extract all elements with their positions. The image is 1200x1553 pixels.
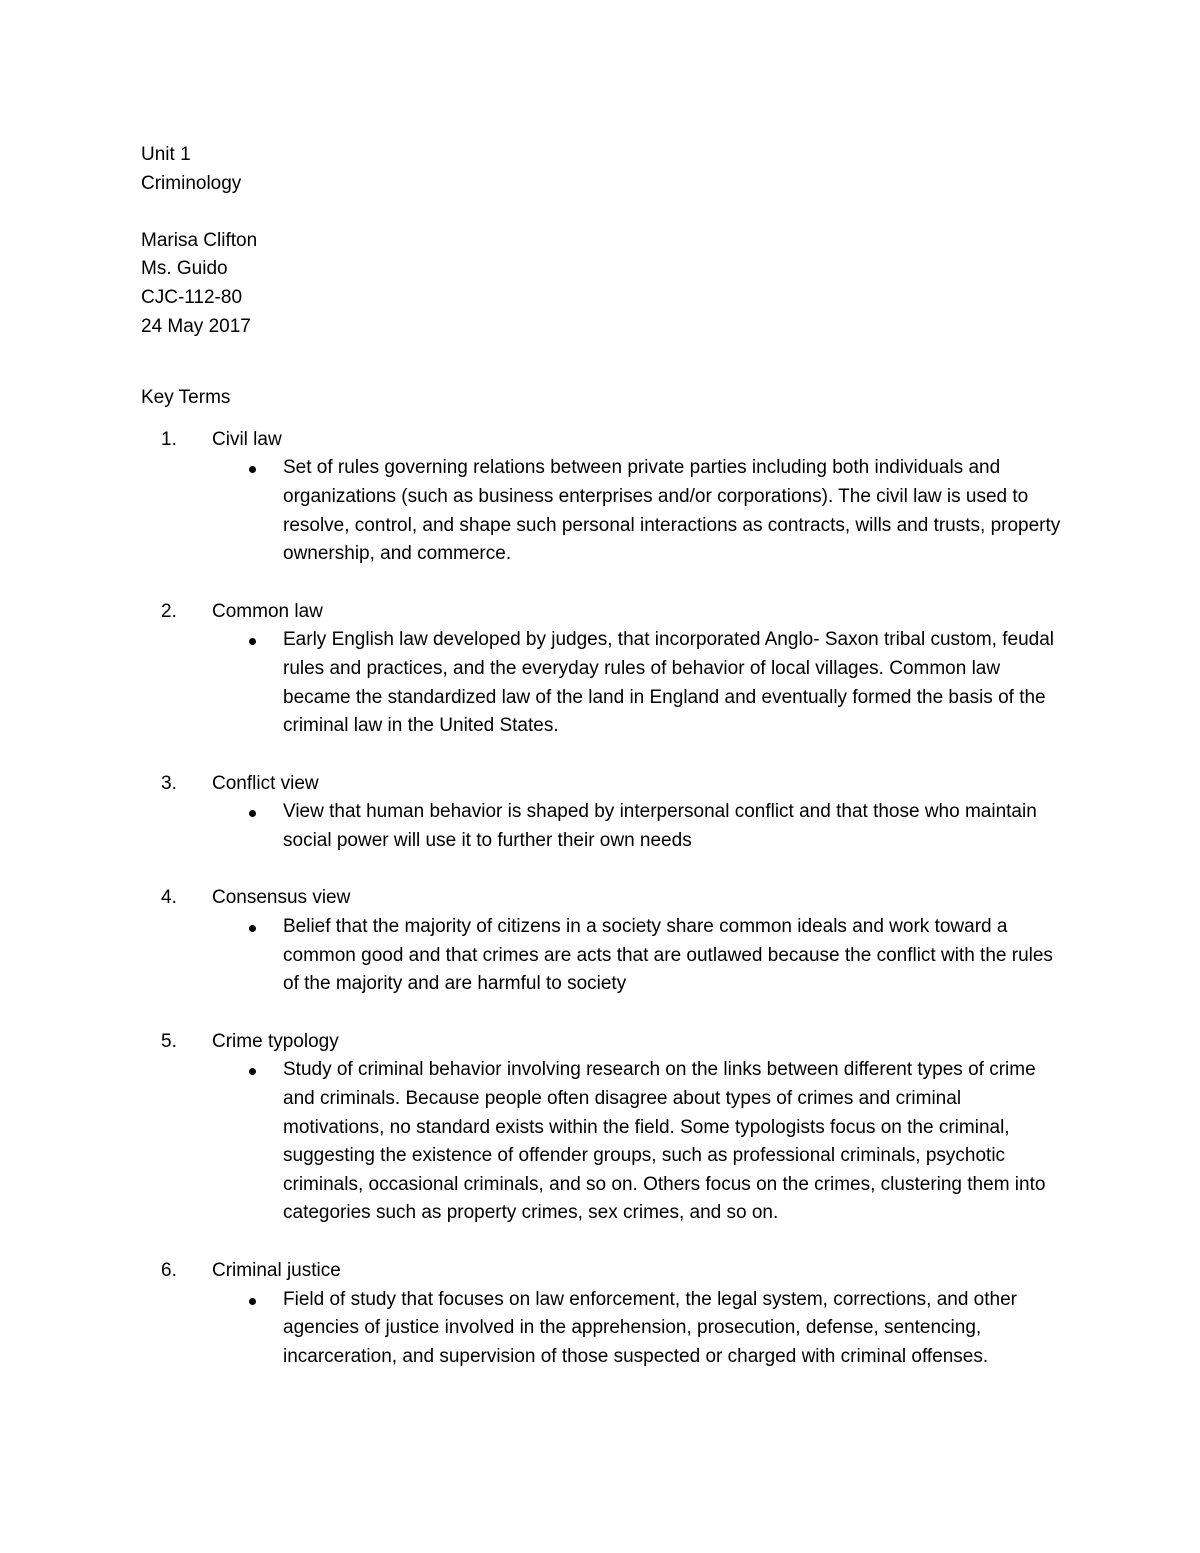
bullet-icon bbox=[249, 925, 256, 932]
definition-list bbox=[141, 1056, 1061, 1228]
definition-list bbox=[141, 626, 1061, 740]
term-item-civil-law bbox=[141, 426, 1061, 569]
term-number: 6. bbox=[161, 1260, 177, 1281]
section-title: Key Terms bbox=[141, 387, 231, 409]
term-number: 5. bbox=[161, 1030, 177, 1052]
definition-text: Belief that the majority of citizens in a society share common ideals and work toward a common good and that crimes are acts that are outlawed because the conflict with the rules of the majority and are harmful to society bbox=[283, 916, 1053, 995]
definition-text: Early English law developed by judges, that incorporated Anglo- Saxon tribal custom, feudal rules and practices, and the everyday rules of behavior of local villages. Common law became the standardized law of the land in England and eventually formed the basis of the criminal law in the United States. bbox=[283, 629, 1055, 737]
document-date: 24 May 2017 bbox=[141, 315, 251, 337]
definition-list bbox=[141, 913, 1061, 999]
definition-item bbox=[141, 454, 1063, 568]
course-code: CJC-112-80 bbox=[141, 286, 243, 308]
term-item-crime-typology bbox=[141, 1028, 1061, 1228]
term-name: Crime typology bbox=[212, 1030, 339, 1052]
term-item-conflict-view bbox=[141, 770, 1061, 856]
term-number: 3. bbox=[161, 772, 177, 794]
term-heading bbox=[141, 426, 1061, 455]
term-heading bbox=[141, 884, 1061, 913]
definition-list bbox=[141, 1286, 1061, 1372]
instructor-name: Ms. Guido bbox=[141, 258, 228, 280]
student-name: Marisa Clifton bbox=[141, 229, 258, 251]
definition-item bbox=[141, 1056, 1063, 1228]
term-item-common-law bbox=[141, 598, 1061, 741]
term-heading bbox=[141, 598, 1061, 627]
term-heading bbox=[141, 770, 1061, 799]
term-name: Common law bbox=[212, 600, 323, 622]
term-heading bbox=[141, 1028, 1061, 1057]
definition-list bbox=[141, 454, 1061, 568]
bullet-icon bbox=[249, 1068, 256, 1075]
term-number: 2. bbox=[161, 600, 177, 622]
term-name: Criminal justice bbox=[212, 1260, 341, 1281]
key-terms-list bbox=[141, 426, 1061, 1372]
term-name: Civil law bbox=[212, 428, 282, 450]
definition-item bbox=[141, 626, 1063, 740]
definition-item bbox=[141, 913, 1063, 999]
bullet-icon bbox=[249, 466, 256, 473]
document-content bbox=[141, 141, 1061, 1400]
bullet-icon bbox=[249, 638, 256, 645]
term-number: 4. bbox=[161, 887, 177, 909]
definition-list bbox=[141, 798, 1061, 855]
term-heading bbox=[141, 1257, 1061, 1286]
definition-item bbox=[141, 1286, 1063, 1372]
definition-text: Field of study that focuses on law enforcement, the legal system, corrections, and other agencies of justice involved in the apprehension, prosecution, defense, sentencing, incarceration, and supervision of those suspected or charged with criminal offenses. bbox=[283, 1288, 1017, 1367]
course-title: Criminology bbox=[141, 172, 242, 194]
term-name: Consensus view bbox=[212, 887, 351, 909]
definition-text: Set of rules governing relations between private parties including both individuals and organizations (such as business enterprises and/or corporations). The civil law is used to resolve, control, and shape such personal interactions as contracts, wills and trusts, property ownership, and commerce. bbox=[283, 457, 1061, 565]
bullet-icon bbox=[249, 810, 256, 817]
definition-item bbox=[141, 798, 1063, 855]
bullet-icon bbox=[249, 1298, 256, 1305]
term-number: 1. bbox=[161, 428, 177, 450]
term-name: Conflict view bbox=[212, 772, 319, 794]
spacer bbox=[141, 413, 1061, 426]
term-item-criminal-justice bbox=[141, 1257, 1061, 1371]
definition-text: Study of criminal behavior involving research on the links between different types of crime and criminals. Because people often disagree about types of crimes and criminal motivations, no standard exists within the field. Some typologists focus on the criminal, suggesting the existence of offender groups, such as professional criminals, psychotic criminals, occasional criminals, and so on. Others focus on the crimes, clustering them into categories such as property crimes, sex crimes, and so on. bbox=[283, 1059, 1046, 1224]
term-item-consensus-view bbox=[141, 884, 1061, 998]
spacer bbox=[141, 198, 1061, 227]
unit-label: Unit 1 bbox=[141, 144, 191, 165]
spacer bbox=[141, 341, 1061, 384]
definition-text: View that human behavior is shaped by interpersonal conflict and that those who maintain social power will use it to further their own needs bbox=[283, 801, 1037, 851]
